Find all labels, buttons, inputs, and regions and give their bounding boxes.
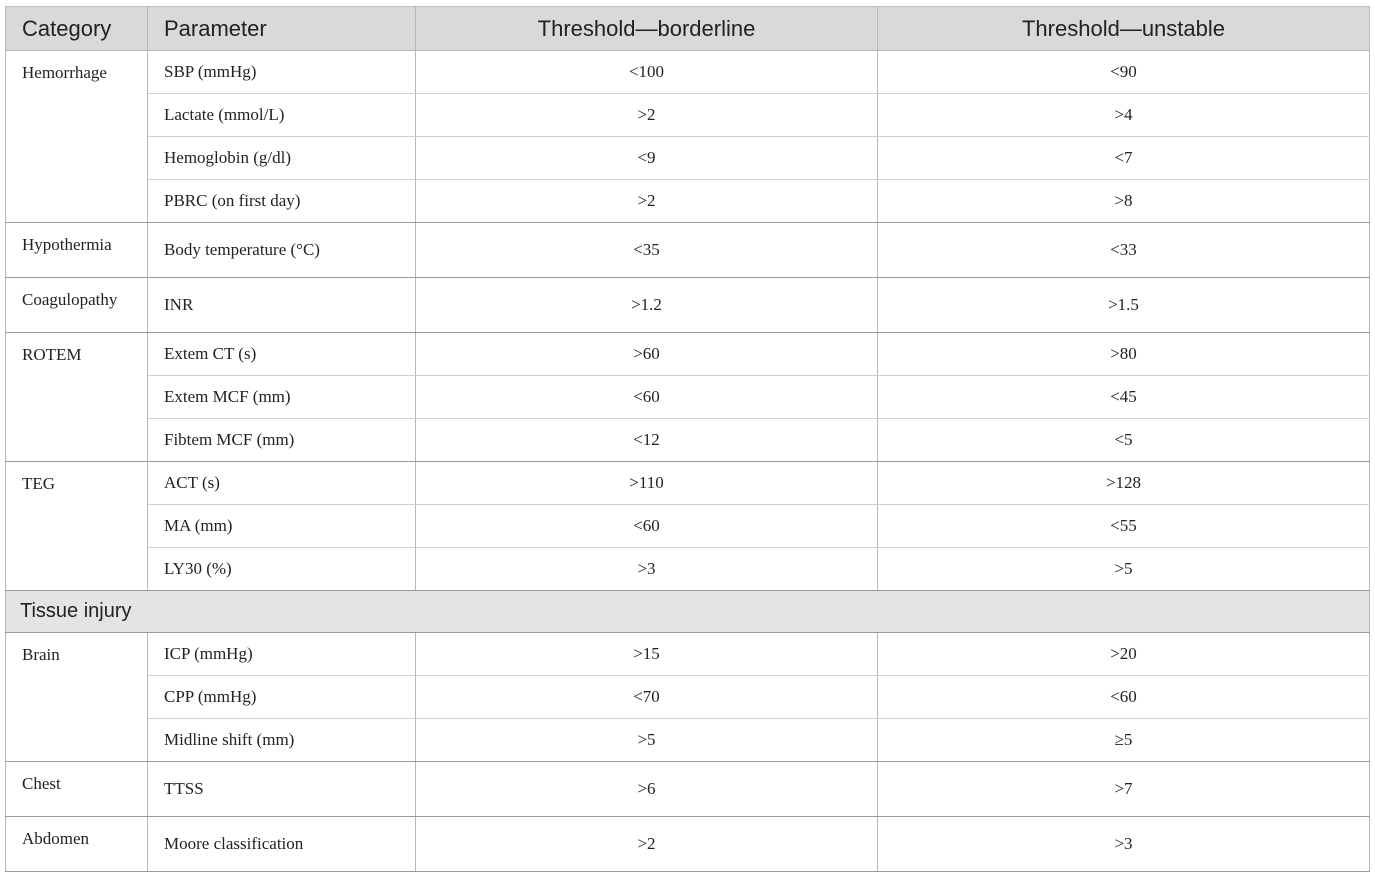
category-cell: Hemorrhage bbox=[6, 51, 148, 223]
section-row bbox=[6, 591, 1370, 633]
header-threshold-borderline: Threshold—borderline bbox=[416, 7, 878, 51]
unstable-cell: >4 bbox=[878, 94, 1370, 137]
parameter-cell: Hemoglobin (g/dl) bbox=[148, 137, 416, 180]
threshold-table bbox=[5, 6, 1370, 872]
parameter-cell: MA (mm) bbox=[148, 505, 416, 548]
category-cell: Hypothermia bbox=[6, 223, 148, 278]
parameter-cell: PBRC (on first day) bbox=[148, 180, 416, 223]
borderline-cell: >5 bbox=[416, 719, 878, 762]
borderline-cell: >110 bbox=[416, 462, 878, 505]
table-row bbox=[6, 278, 1370, 333]
parameter-cell: INR bbox=[148, 278, 416, 333]
borderline-cell: >2 bbox=[416, 94, 878, 137]
table-row bbox=[6, 462, 1370, 505]
parameter-cell: ACT (s) bbox=[148, 462, 416, 505]
unstable-cell: >20 bbox=[878, 633, 1370, 676]
header-parameter: Parameter bbox=[148, 7, 416, 51]
unstable-cell: <55 bbox=[878, 505, 1370, 548]
header-row bbox=[6, 7, 1370, 51]
parameter-cell: Body temperature (°C) bbox=[148, 223, 416, 278]
unstable-cell: <7 bbox=[878, 137, 1370, 180]
unstable-cell: >80 bbox=[878, 333, 1370, 376]
borderline-cell: >15 bbox=[416, 633, 878, 676]
borderline-cell: <12 bbox=[416, 419, 878, 462]
unstable-cell: <45 bbox=[878, 376, 1370, 419]
borderline-cell: >2 bbox=[416, 180, 878, 223]
category-cell: TEG bbox=[6, 462, 148, 591]
header-threshold-unstable: Threshold—unstable bbox=[878, 7, 1370, 51]
parameter-cell: TTSS bbox=[148, 762, 416, 817]
table-row bbox=[6, 676, 1370, 719]
parameter-cell: Extem MCF (mm) bbox=[148, 376, 416, 419]
table-row bbox=[6, 419, 1370, 462]
parameter-cell: ICP (mmHg) bbox=[148, 633, 416, 676]
unstable-cell: >5 bbox=[878, 548, 1370, 591]
table-row bbox=[6, 548, 1370, 591]
unstable-cell: >7 bbox=[878, 762, 1370, 817]
borderline-cell: <35 bbox=[416, 223, 878, 278]
borderline-cell: <60 bbox=[416, 505, 878, 548]
unstable-cell: >1.5 bbox=[878, 278, 1370, 333]
table-body bbox=[6, 51, 1370, 872]
borderline-cell: <70 bbox=[416, 676, 878, 719]
borderline-cell: <9 bbox=[416, 137, 878, 180]
unstable-cell: >3 bbox=[878, 817, 1370, 872]
unstable-cell: >8 bbox=[878, 180, 1370, 223]
unstable-cell: <90 bbox=[878, 51, 1370, 94]
threshold-table-container bbox=[5, 6, 1369, 872]
table-row bbox=[6, 51, 1370, 94]
parameter-cell: Extem CT (s) bbox=[148, 333, 416, 376]
borderline-cell: <100 bbox=[416, 51, 878, 94]
parameter-cell: Moore classification bbox=[148, 817, 416, 872]
borderline-cell: >2 bbox=[416, 817, 878, 872]
table-row bbox=[6, 376, 1370, 419]
parameter-cell: LY30 (%) bbox=[148, 548, 416, 591]
parameter-cell: SBP (mmHg) bbox=[148, 51, 416, 94]
table-row bbox=[6, 223, 1370, 278]
parameter-cell: Fibtem MCF (mm) bbox=[148, 419, 416, 462]
parameter-cell: CPP (mmHg) bbox=[148, 676, 416, 719]
table-header bbox=[6, 7, 1370, 51]
category-cell: Coagulopathy bbox=[6, 278, 148, 333]
table-row bbox=[6, 505, 1370, 548]
borderline-cell: >60 bbox=[416, 333, 878, 376]
borderline-cell: >3 bbox=[416, 548, 878, 591]
parameter-cell: Lactate (mmol/L) bbox=[148, 94, 416, 137]
borderline-cell: <60 bbox=[416, 376, 878, 419]
table-row bbox=[6, 633, 1370, 676]
category-cell: Brain bbox=[6, 633, 148, 762]
unstable-cell: ≥5 bbox=[878, 719, 1370, 762]
table-row bbox=[6, 817, 1370, 872]
table-row bbox=[6, 333, 1370, 376]
unstable-cell: <33 bbox=[878, 223, 1370, 278]
category-cell: ROTEM bbox=[6, 333, 148, 462]
borderline-cell: >1.2 bbox=[416, 278, 878, 333]
category-cell: Chest bbox=[6, 762, 148, 817]
unstable-cell: >128 bbox=[878, 462, 1370, 505]
borderline-cell: >6 bbox=[416, 762, 878, 817]
header-category: Category bbox=[6, 7, 148, 51]
table-row bbox=[6, 719, 1370, 762]
unstable-cell: <60 bbox=[878, 676, 1370, 719]
table-row bbox=[6, 94, 1370, 137]
section-title: Tissue injury bbox=[6, 591, 1370, 633]
parameter-cell: Midline shift (mm) bbox=[148, 719, 416, 762]
table-row bbox=[6, 762, 1370, 817]
category-cell: Abdomen bbox=[6, 817, 148, 872]
table-row bbox=[6, 180, 1370, 223]
table-row bbox=[6, 137, 1370, 180]
unstable-cell: <5 bbox=[878, 419, 1370, 462]
